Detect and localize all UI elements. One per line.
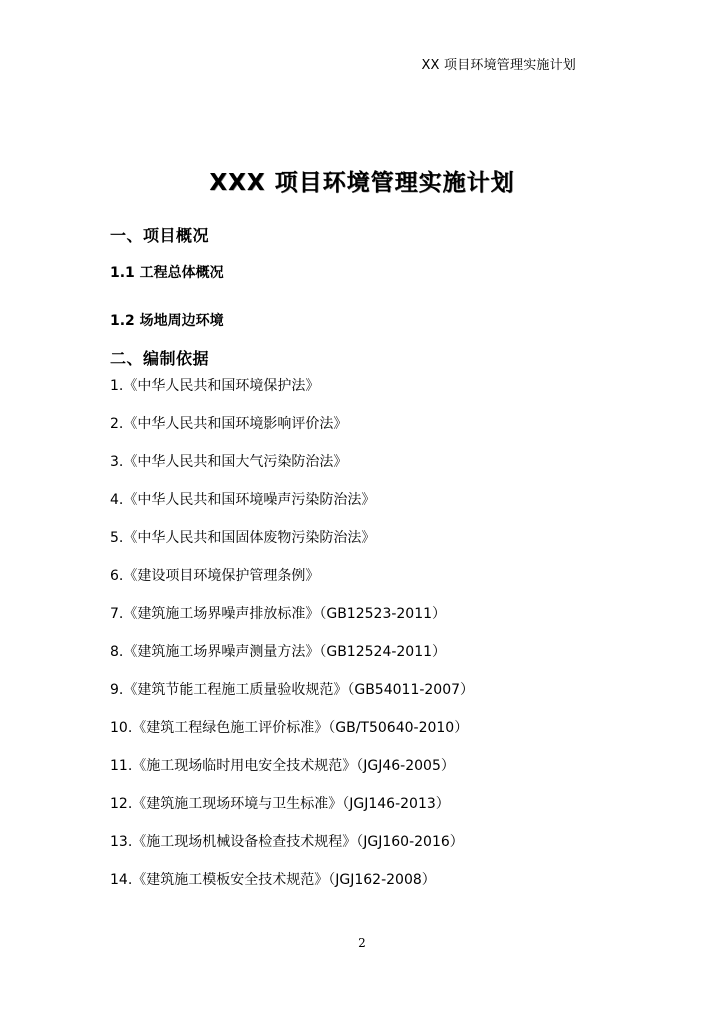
reference-item: 9.《建筑节能工程施工质量验收规范》（GB54011-2007） — [110, 682, 475, 698]
reference-item: 8.《建筑施工场界噪声测量方法》（GB12524-2011） — [110, 644, 447, 660]
reference-item: 6.《建设项目环境保护管理条例》 — [110, 568, 320, 584]
reference-item: 14.《建筑施工模板安全技术规范》（JGJ162-2008） — [110, 872, 436, 888]
reference-list — [110, 376, 474, 908]
subsection-heading-site-environment: 1.2 场地周边环境 — [110, 313, 224, 329]
subsection-heading-project-overview: 1.1 工程总体概况 — [110, 265, 224, 281]
section-heading-basis: 二、编制依据 — [110, 349, 210, 368]
reference-item: 5.《中华人民共和国固体废物污染防治法》 — [110, 530, 376, 546]
document-title: XXX 项目环境管理实施计划 — [209, 170, 515, 196]
reference-item: 13.《施工现场机械设备检查技术规程》（JGJ160-2016） — [110, 834, 464, 850]
reference-item: 1.《中华人民共和国环境保护法》 — [110, 378, 320, 394]
reference-item: 12.《建筑施工现场环境与卫生标准》（JGJ146-2013） — [110, 796, 450, 812]
reference-item: 11.《施工现场临时用电安全技术规范》（JGJ46-2005） — [110, 758, 455, 774]
running-header: XX 项目环境管理实施计划 — [421, 58, 576, 73]
page-number: 2 — [358, 936, 366, 950]
section-heading-overview: 一、项目概况 — [110, 226, 210, 245]
reference-item: 7.《建筑施工场界噪声排放标准》（GB12523-2011） — [110, 606, 447, 622]
reference-item: 4.《中华人民共和国环境噪声污染防治法》 — [110, 492, 376, 508]
reference-item: 2.《中华人民共和国环境影响评价法》 — [110, 416, 348, 432]
reference-item: 3.《中华人民共和国大气污染防治法》 — [110, 454, 348, 470]
reference-item: 10.《建筑工程绿色施工评价标准》（GB/T50640-2010） — [110, 720, 469, 736]
